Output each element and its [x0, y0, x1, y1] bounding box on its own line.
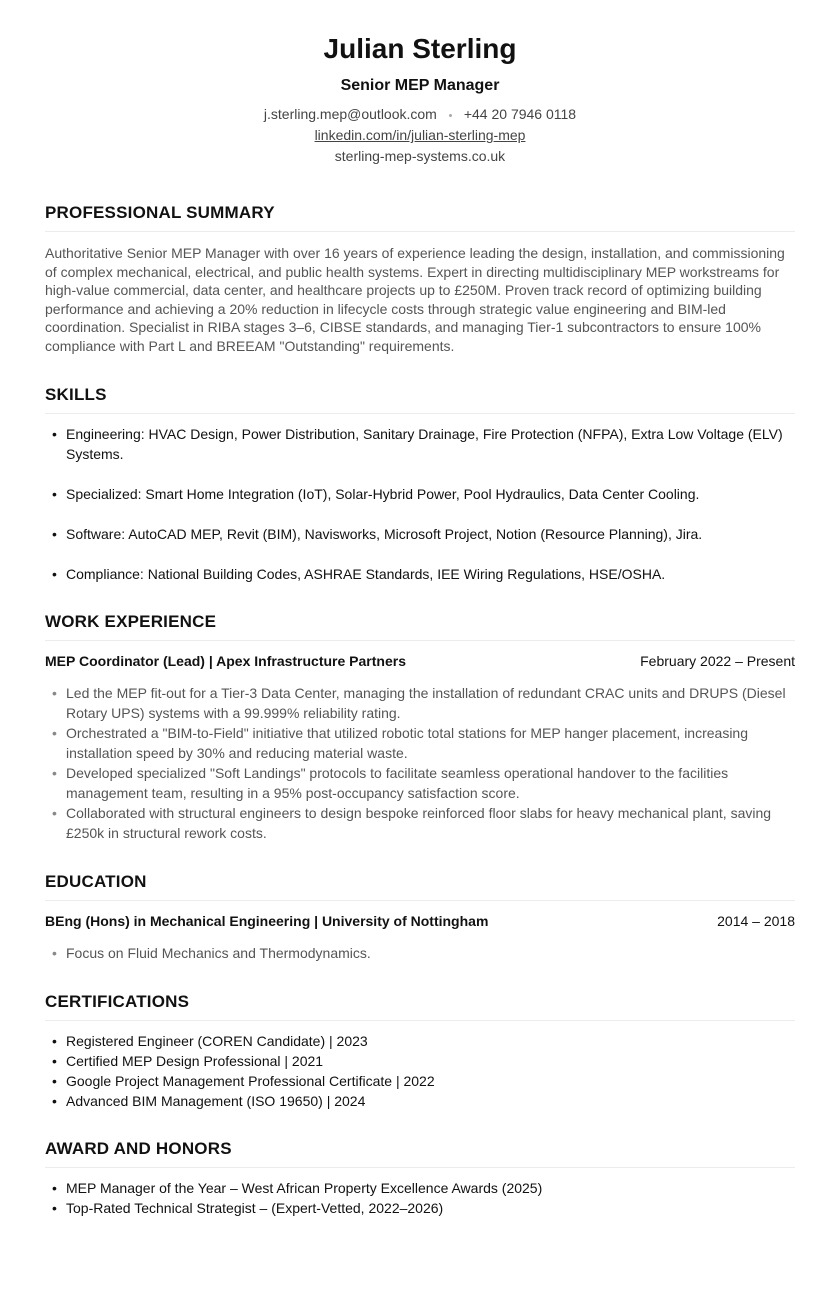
resume-header [45, 30, 795, 167]
list-item: • Led the MEP fit-out for a Tier-3 Data Center, managing the installation of redundant CRAC units and DRUPS (Diesel Rotary UPS) systems with a 99.999% reliability rating. [45, 683, 795, 723]
degree-title: BEng (Hons) in Mechanical Engineering | University of Nottingham [45, 912, 489, 929]
certifications-heading: CERTIFICATIONS [45, 991, 795, 1021]
list-item: • Developed specialized "Soft Landings" protocols to facilitate seamless operational handover to the facilities management team, resulting in a 95% post-occupancy satisfaction score. [45, 763, 795, 803]
job-entry [45, 652, 795, 843]
list-item: • Google Project Management Professional Certificate | 2022 [45, 1071, 795, 1091]
contact-row [45, 104, 795, 125]
job-header [45, 652, 795, 670]
education-entry [45, 912, 795, 963]
list-item: • Advanced BIM Management (ISO 19650) | 2024 [45, 1091, 795, 1111]
separator-dot-icon [449, 114, 452, 117]
job-role: MEP Coordinator (Lead) | Apex Infrastructure Partners [45, 652, 406, 669]
website-text[interactable]: sterling-mep-systems.co.uk [334, 148, 506, 164]
summary-section [45, 202, 795, 356]
awards-heading: AWARD AND HONORS [45, 1138, 795, 1168]
experience-heading: WORK EXPERIENCE [45, 611, 795, 641]
list-item: • Collaborated with structural engineers to design bespoke reinforced floor slabs for heavy mechanical plant, saving £250k in structural rework costs. [45, 803, 795, 843]
awards-section [45, 1138, 795, 1218]
website-line [45, 146, 795, 167]
education-heading: EDUCATION [45, 871, 795, 901]
skills-list [45, 424, 795, 584]
awards-list [45, 1178, 795, 1218]
education-section [45, 871, 795, 963]
list-item: • Orchestrated a "BIM-to-Field" initiative that utilized robotic total stations for MEP hanger placement, increasing installation speed by 30% and reducing material waste. [45, 723, 795, 763]
list-item: • Software: AutoCAD MEP, Revit (BIM), Navisworks, Microsoft Project, Notion (Resource Planning), Jira. [45, 524, 795, 544]
list-item: • MEP Manager of the Year – West African Property Excellence Awards (2025) [45, 1178, 795, 1198]
linkedin-link[interactable]: linkedin.com/in/julian-sterling-mep [314, 127, 526, 143]
candidate-name: Julian Sterling [323, 33, 517, 64]
job-date: February 2022 – Present [640, 652, 795, 669]
linkedin-line [45, 125, 795, 146]
education-date: 2014 – 2018 [717, 912, 795, 929]
summary-heading: PROFESSIONAL SUMMARY [45, 202, 795, 232]
list-item: • Certified MEP Design Professional | 2021 [45, 1051, 795, 1071]
list-item: • Focus on Fluid Mechanics and Thermodynamics. [45, 943, 795, 963]
education-header [45, 912, 795, 930]
candidate-title: Senior MEP Manager [340, 77, 500, 94]
summary-text: Authoritative Senior MEP Manager with over 16 years of experience leading the design, installation, and commissioning of complex mechanical, electrical, and public health systems. Expert in directing multidisciplinary MEP workstreams for high-value commercial, data center, and healthcare projects up to £250M. Proven track record of optimizing building performance and achieving a 20% reduction in lifecycle costs through strategic value engineering and BIM-led coordination. Specialist in RIBA stages 3–6, CIBSE standards, and managing Tier-1 subcontractors to ensure 100% compliance with Part L and BREEAM "Outstanding" requirements. [45, 245, 785, 354]
experience-section [45, 611, 795, 843]
certifications-list [45, 1031, 795, 1111]
job-bullets [45, 683, 795, 843]
phone-text[interactable]: +44 20 7946 0118 [463, 106, 577, 122]
list-item: • Engineering: HVAC Design, Power Distribution, Sanitary Drainage, Fire Protection (NFPA), Extra Low Voltage (ELV) Systems. [45, 424, 795, 464]
list-item: • Registered Engineer (COREN Candidate) | 2023 [45, 1031, 795, 1051]
skills-section [45, 384, 795, 584]
list-item: • Specialized: Smart Home Integration (IoT), Solar-Hybrid Power, Pool Hydraulics, Data Center Cooling. [45, 484, 795, 504]
list-item: • Top-Rated Technical Strategist – (Expert-Vetted, 2022–2026) [45, 1198, 795, 1218]
skills-heading: SKILLS [45, 384, 795, 414]
list-item: • Compliance: National Building Codes, ASHRAE Standards, IEE Wiring Regulations, HSE/OSHA. [45, 564, 795, 584]
resume-page [45, 30, 795, 1218]
education-bullets [45, 943, 795, 963]
certifications-section [45, 991, 795, 1111]
email-text[interactable]: j.sterling.mep@outlook.com [263, 106, 437, 122]
